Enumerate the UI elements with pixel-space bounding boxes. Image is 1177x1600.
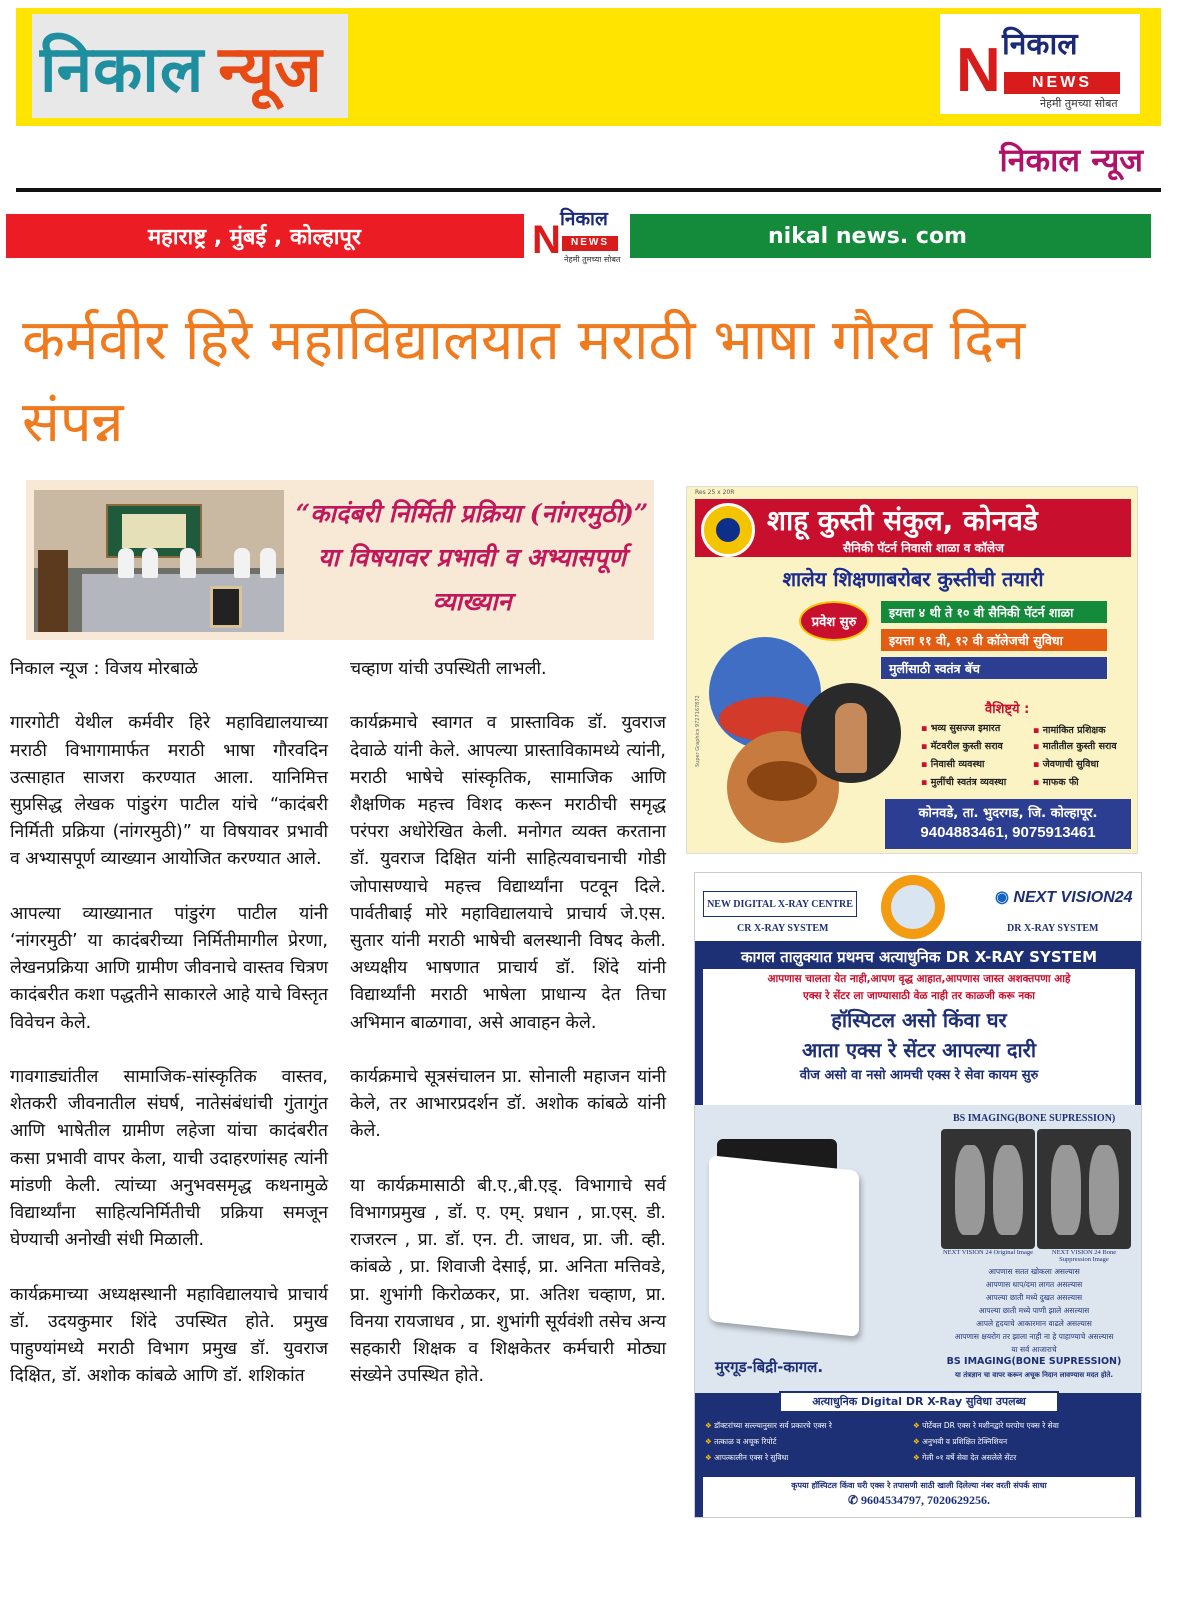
brand-part2: न्यूज — [218, 32, 322, 107]
facility-heading: अत्याधुनिक Digital DR X-Ray सुविधा उपलब्ध — [779, 1391, 1059, 1413]
article-headline: कर्मवीर हिरे महाविद्यालयात मराठी भाषा गौरव दिन संपन्न — [22, 308, 1026, 455]
symptom-item: आपणास सतत खोकला असल्यास — [988, 1267, 1080, 1276]
message-big: हॉस्पिटल असो किंवा घर — [831, 1008, 1007, 1032]
ad-bar: मुलींसाठी स्वतंत्र बॅच — [881, 657, 1107, 679]
article-paragraph: गारगोटी येथील कर्मवीर हिरे महाविद्यालयाच्या मराठी विभागामार्फत मराठी भाषा गौरवदिन उत्साहात साजरा करण्यात आला. यानिमित्त सुप्रसिद्ध लेखक पांडुरंग पाटील यांचे “कादंबरी निर्मिती प्रक्रिया (नांगरमुठी)” या विषयावर प्रभावी व अभ्यासपूर्ण व्याख्यान आयोजित करण्यात आले. — [10, 713, 328, 870]
emblem-icon — [701, 503, 755, 557]
byline: निकाल न्यूज : विजय मोरबाळे — [10, 659, 198, 679]
ad-address: कोनवडे, ता. भुदरगड, जि. कोल्हापूर. — [918, 806, 1098, 821]
article-paragraph: कार्यक्रमाचे स्वागत व प्रास्ताविक डॉ. युवराज देवाळे यांनी केले. आपल्या प्रास्ताविकामध्ये त्यांनी, मराठी भाषेचे सांस्कृतिक, सामाजिक आणि शैक्षणिक महत्त्व विशद करून मराठीची समृद्ध परंपरा अधोरेखित केली. मनोगत व्यक्त करताना डॉ. युवराज दिक्षित यांनी साहित्यवाचनाची गोडी जोपासण्याचे महत्त्व विद्यार्थ्यांना पटवून दिले. पार्वतीबाई मोरे महाविद्यालयाचे प्राचार्य जे.एस. सुतार यांनी मराठी भाषेची बलस्थानी विषद केली. अध्यक्षीय भाषणात प्राचार्य डॉ. शिंदे यांनी विद्यार्थ्यांनी मराठी भाषेला प्राधान्य देत तिचा अभिमान बाळगावा, असे आवाहन केले. — [350, 713, 666, 1033]
symptom-item: या सर्व आजाराचे — [1011, 1345, 1057, 1354]
wrestling-academy-ad[interactable] — [686, 486, 1138, 854]
ad-tagline: शालेय शिक्षणाबरोबर कुस्तीची तयारी — [782, 567, 1044, 591]
contact-line: कृपया हॉस्पिटल किंवा घरी एक्स रे तपासणी साठी खाली दिलेल्या नंबर वरती संपर्क साधा — [791, 1481, 1047, 1490]
logo-letter: N — [532, 218, 561, 262]
ad-contact — [885, 799, 1131, 849]
facility-item: ❖ तत्काळ व अचूक रिपोर्ट — [705, 1437, 776, 1447]
nikal-news-logo — [940, 14, 1140, 114]
subbrand: निकाल न्यूज — [999, 141, 1143, 179]
facility-item: ❖ आपत्कालीन एक्स रे सुविधा — [705, 1453, 788, 1463]
ad-phone: 9404883461, 9075913461 — [920, 824, 1096, 841]
feature-item: ▪ नामांकित प्रशिक्षक — [1033, 723, 1106, 736]
cr-system-label: CR X-RAY SYSTEM — [737, 923, 829, 934]
contact-phone — [703, 1493, 1135, 1508]
website-strip: nikal news. com — [630, 214, 1151, 258]
xray-message-box — [703, 969, 1135, 1105]
article-paragraph: आपल्या व्याख्यानात पांडुरंग पाटील यांनी ‘नांगरमुठी’ या कादंबरीच्या निर्मितीमागील प्रेरणा, लेखनप्रक्रिया आणि ग्रामीण जीवनाचे वास्तव चित्रण कादंबरीत कशा पद्धतीने साकारले आहे याचे विस्तृत विवेचन केले. — [10, 903, 328, 1033]
brand-name: NEXT VISION24 — [1013, 889, 1133, 906]
admission-badge: प्रवेश सुरु — [799, 601, 869, 641]
features-heading: वैशिष्ट्ये : — [985, 702, 1030, 717]
message-big: आता एक्स रे सेंटर आपल्या दारी — [801, 1038, 1037, 1062]
xray-centre-label: NEW DIGITAL X-RAY CENTRE — [703, 891, 857, 917]
phone-icon: ✆ — [847, 1493, 862, 1507]
feature-item: ▪ मातीतील कुस्ती सराव — [1033, 739, 1117, 752]
bs-imaging-label-2: BS IMAGING(BONE SUPRESSION) — [946, 1356, 1122, 1367]
article-paragraph: गावगाड्यांतील सामाजिक-सांस्कृतिक वास्तव, शेतकरी जीवनातील संघर्ष, नातेसंबंधांची गुंतागुंत आणि भाषेतील ग्रामीण लहेजा यांचा कादंबरीत कसा प्रभावी वापर केला, याची उदाहरणांसह त्यांनी मांडणी केली. त्यांच्या अनुभवसमृद्ध कथनामुळे विद्यार्थ्यांना साहित्यनिर्मितीची प्रक्रिया समजून घेण्याची अनोखी संधी मिळाली. — [10, 1067, 328, 1251]
phone-number: 9604534797, 7020629256. — [861, 1493, 991, 1507]
facility-item: ❖ डॉक्टरांच्या सल्ल्यानुसार सर्व प्रकारचे एक्स रे — [705, 1421, 832, 1431]
logo-news: NEWS — [562, 236, 618, 251]
message-line: आपणास चालता येत नाही,आपण वृद्ध आहात,आपणास जास्त अशक्तपणा आहे — [767, 973, 1071, 985]
facility-item: ❖ गेली ०१ वर्षे सेवा देत असलेले सेंटर — [913, 1453, 1016, 1463]
feature-item: ▪ भव्य सुसज्ज इमारत — [921, 721, 1000, 734]
xray-caption: NEXT VISION 24 Bone Suppression Image — [1051, 1249, 1117, 1263]
symptom-item: आपले हृदयाचे आकारमान वाढले असल्यास — [976, 1319, 1092, 1328]
location-strip: महाराष्ट्र , मुंबई , कोल्हापूर — [6, 214, 524, 258]
xray-caption: NEXT VISION 24 Original Image — [942, 1249, 1034, 1256]
dr-system-label: DR X-RAY SYSTEM — [1007, 923, 1099, 934]
divider — [16, 188, 1161, 192]
banner-caption: “कादंबरी निर्मिती प्रक्रिया (नांगरमुठी)” या विषयावर प्रभावी व अभ्यासपूर्ण व्याख्यान — [295, 499, 649, 616]
ad-size-note: Res 25 x 20R — [695, 489, 735, 496]
article-column-2 — [350, 656, 666, 1418]
article-paragraph: चव्हाण यांची उपस्थिती लाभली. — [350, 659, 547, 679]
article-paragraph: कार्यक्रमाचे सूत्रसंचालन प्रा. सोनाली महाजन यांनी केले, तर आभारप्रदर्शन डॉ. अशोक कांबळे यांनी केले. — [350, 1067, 666, 1142]
bs-imaging-label: BS IMAGING(BONE SUPRESSION) — [953, 1113, 1116, 1124]
message-line: वीज असो वा नसो आमची एक्स रे सेवा कायम सुरु — [799, 1068, 1039, 1083]
ad-title: शाहू कुस्ती संकुल, कोनवडे — [767, 504, 1038, 537]
xray-centre-ad[interactable] — [694, 872, 1142, 1518]
ad-subtitle: सैनिकी पॅटर्न निवासी शाळा व कॉलेज — [843, 541, 1004, 555]
feature-item: ▪ जेवणाची सुविधा — [1033, 757, 1099, 770]
message-line: एक्स रे सेंटर ला जाण्यासाठी वेळ नाही तर काळजी करू नका — [803, 990, 1035, 1002]
logo-news: NEWS — [1004, 72, 1120, 94]
logo-tagline: नेहमी तुमच्या सोबत — [564, 255, 621, 264]
feature-item: ▪ मॅटवरील कुस्ती सराव — [921, 739, 1003, 752]
brand-wordmark — [32, 14, 348, 118]
facility-item: ❖ अनुभवी व प्रशिक्षित टेक्निशियन — [913, 1437, 1007, 1447]
logo-tagline: नेहमी तुमच्या सोबत — [1040, 97, 1118, 110]
xray-headline: कागल तालुक्यात प्रथमच अत्याधुनिक DR X-RAY SYSTEM — [740, 948, 1098, 966]
symptom-item: आपणास धाप/दमा लागत असल्यास — [985, 1280, 1083, 1289]
ad-bar: इयत्ता ४ थी ते १० वी सैनिकी पॅटर्न शाळा — [881, 601, 1107, 623]
article-column-1 — [10, 656, 328, 1418]
next-vision-logo — [995, 887, 1133, 907]
article-paragraph: कार्यक्रमाच्या अध्यक्षस्थानी महाविद्यालयाचे प्राचार्य डॉ. उदयकुमार शिंदे उपस्थित होते. प्रमुख पाहुण्यांमध्ये मराठी विभाग प्रमुख डॉ. युवराज दिक्षित, डॉ. अशोक कांबळे आणि डॉ. शशिकांत — [10, 1284, 328, 1387]
brand-part1: निकाल — [40, 32, 205, 107]
eye-icon: ◉ — [995, 889, 1014, 906]
feature-item: ▪ मुलींची स्वतंत्र व्यवस्था — [921, 775, 1006, 788]
detector-panel — [709, 1155, 859, 1337]
nikal-news-logo-small — [530, 206, 626, 268]
article-paragraph: या कार्यक्रमासाठी बी.ए.,बी.एड्. विभागाचे सर्व विभागप्रमुख , डॉ. ए. एम्. प्रधान , प्रा.एस्. डी. राजरत्न , प्रा. डॉ. एन. टी. जाधव, प्रा. जी. व्ही. कांबळे , प्रा. शिवाजी देसाई, प्रा. अनिता मत्तिवडे, प्रा. शुभांगी किरोळकर, प्रा. अतिश चव्हाण, प्रा. विनया रायजाधव , प्रा. शुभांगी सूर्यवंशी तसेच अन्य सहकारी शिक्षक व शिक्षकेतर कर्मचारी मोठ्या संख्येने उपस्थित होते. — [350, 1175, 666, 1387]
facility-item: ❖ पोर्टेबल DR एक्स रे मशीनद्वारे घरपोच एक्स रे सेवा — [913, 1421, 1059, 1431]
chest-xray-suppressed — [1037, 1129, 1131, 1249]
bs-note: या तंत्रज्ञान चा वापर करून अचूक निदान लावण्यास मदत होते. — [954, 1371, 1114, 1379]
symptom-item: आपल्या छाती मध्ये दुखत असल्यास — [985, 1293, 1083, 1302]
symptom-item: आपणास क्षयरोग तर झाला नाही ना हे पाहाण्याचे असल्यास — [954, 1332, 1114, 1341]
event-photo — [34, 490, 284, 632]
feature-item: ▪ निवासी व्यवस्था — [921, 757, 985, 770]
ad-bar: इयत्ता ११ वी, १२ वी कॉलेजची सुविधा — [881, 629, 1107, 651]
logo-name: निकाल — [1002, 27, 1078, 62]
xray-contact — [703, 1477, 1135, 1517]
symptom-item: आपल्या छाती मध्ये पाणी झाले असल्यास — [978, 1306, 1090, 1315]
design-credit: Super Graphics 9727167872 — [695, 695, 701, 767]
feature-item: ▪ माफक फी — [1033, 775, 1079, 788]
logo-letter: N — [956, 36, 1001, 105]
logo-name: निकाल — [560, 208, 608, 230]
chest-xray-original — [941, 1129, 1035, 1249]
service-places: मुरगूड-बिद्री-कागल. — [715, 1358, 824, 1376]
article-banner — [26, 480, 654, 640]
xray-machine-icon — [881, 875, 945, 939]
symptom-list — [929, 1265, 1139, 1356]
wrestler-photo — [801, 683, 901, 783]
